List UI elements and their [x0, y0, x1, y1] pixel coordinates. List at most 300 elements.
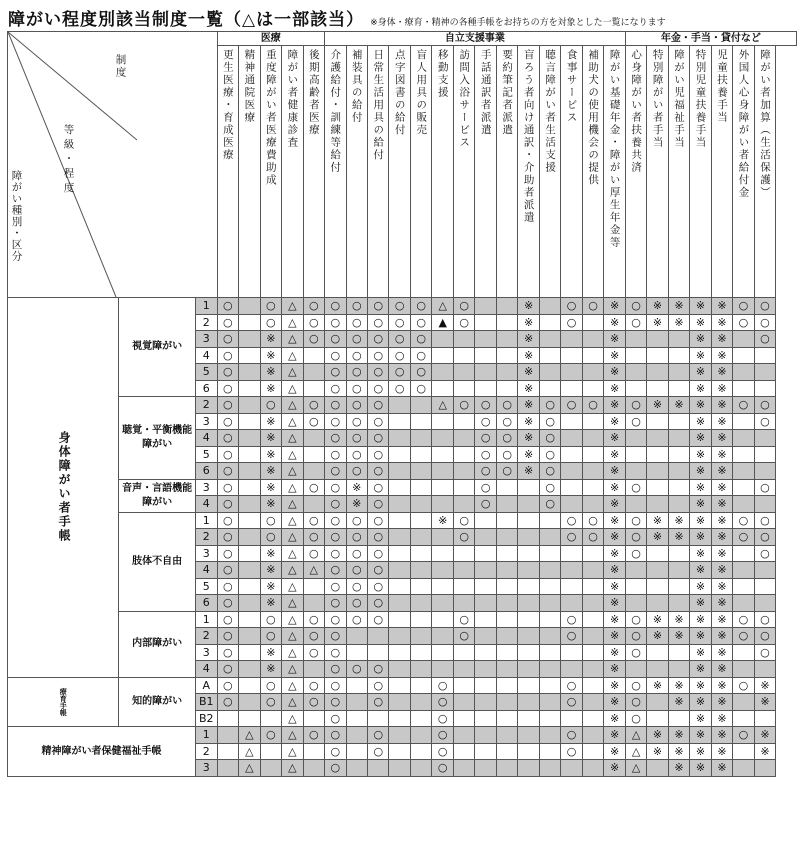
header-group-row: [8, 32, 797, 46]
grade-cell: 4: [195, 347, 217, 364]
table-cell: ※: [690, 512, 711, 529]
table-cell: [410, 529, 431, 546]
table-cell: [518, 727, 539, 744]
column-header-label: 精神通院医療: [243, 49, 256, 124]
table-cell: [582, 364, 603, 381]
grade-cell: 2: [195, 743, 217, 760]
table-cell: ※: [668, 628, 689, 645]
table-cell: [647, 545, 668, 562]
table-cell: [432, 562, 453, 579]
table-cell: ○: [325, 545, 346, 562]
table-cell: [539, 380, 560, 397]
table-cell: ○: [217, 628, 238, 645]
table-cell: [432, 661, 453, 678]
column-header-label: 障がい者健康診査: [286, 49, 299, 149]
table-cell: ○: [561, 298, 582, 315]
table-cell: ○: [453, 298, 474, 315]
column-header: [282, 46, 303, 298]
table-cell: ※: [346, 479, 367, 496]
table-cell: [432, 479, 453, 496]
table-cell: [496, 611, 517, 628]
table-cell: ○: [625, 611, 646, 628]
table-cell: ○: [410, 298, 431, 315]
table-cell: ※: [711, 611, 732, 628]
table-cell: [668, 545, 689, 562]
table-cell: [668, 463, 689, 480]
table-cell: ※: [690, 595, 711, 612]
table-cell: ○: [754, 413, 775, 430]
table-cell: [453, 644, 474, 661]
table-cell: [733, 562, 754, 579]
table-cell: ※: [518, 364, 539, 381]
table-cell: ※: [260, 380, 281, 397]
table-cell: [239, 611, 260, 628]
table-cell: [518, 545, 539, 562]
table-cell: ○: [625, 314, 646, 331]
grade-cell: 3: [195, 545, 217, 562]
table-cell: [582, 446, 603, 463]
table-cell: △: [303, 562, 324, 579]
column-header: [496, 46, 517, 298]
table-cell: ※: [711, 743, 732, 760]
table-cell: ○: [733, 298, 754, 315]
table-cell: ○: [368, 397, 389, 414]
table-cell: [432, 496, 453, 513]
table-cell: ○: [561, 727, 582, 744]
table-cell: [239, 628, 260, 645]
table-cell: ○: [325, 760, 346, 777]
table-cell: [733, 661, 754, 678]
table-cell: △: [282, 347, 303, 364]
table-cell: [625, 661, 646, 678]
table-cell: ○: [496, 397, 517, 414]
table-cell: [733, 413, 754, 430]
table-cell: ○: [432, 760, 453, 777]
table-cell: ○: [625, 694, 646, 711]
table-cell: ○: [260, 298, 281, 315]
table-cell: [539, 347, 560, 364]
table-cell: [647, 661, 668, 678]
table-cell: ※: [690, 364, 711, 381]
table-cell: [733, 595, 754, 612]
group-header: 年金・手当・貸付など: [625, 32, 796, 46]
table-cell: ※: [604, 562, 625, 579]
table-cell: ○: [368, 611, 389, 628]
table-cell: ○: [217, 397, 238, 414]
table-cell: [303, 380, 324, 397]
table-cell: ○: [368, 595, 389, 612]
table-cell: ○: [754, 314, 775, 331]
grade-cell: 3: [195, 760, 217, 777]
table-cell: [518, 628, 539, 645]
table-cell: [453, 364, 474, 381]
table-cell: [754, 364, 775, 381]
table-cell: [582, 463, 603, 480]
table-cell: ○: [733, 397, 754, 414]
column-header-label: 盲人用具の販売: [415, 49, 428, 137]
column-header: [625, 46, 646, 298]
table-cell: [625, 331, 646, 348]
table-cell: [582, 628, 603, 645]
table-cell: ※: [604, 380, 625, 397]
table-cell: [733, 479, 754, 496]
table-cell: [453, 380, 474, 397]
category-ryoiku: [8, 677, 119, 727]
table-cell: [432, 578, 453, 595]
table-cell: ※: [604, 644, 625, 661]
table-cell: ○: [432, 710, 453, 727]
table-cell: [496, 545, 517, 562]
table-cell: ※: [260, 595, 281, 612]
table-cell: [625, 595, 646, 612]
table-cell: ○: [625, 710, 646, 727]
table-cell: ○: [561, 512, 582, 529]
table-cell: [733, 331, 754, 348]
table-cell: [561, 595, 582, 612]
table-cell: ○: [539, 463, 560, 480]
table-cell: ○: [453, 529, 474, 546]
table-cell: [453, 496, 474, 513]
table-cell: ※: [604, 595, 625, 612]
table-cell: [496, 479, 517, 496]
table-cell: ※: [711, 347, 732, 364]
table-cell: ※: [711, 545, 732, 562]
table-cell: [539, 661, 560, 678]
column-header-label: 補助犬の使用機会の提供: [587, 49, 600, 187]
table-cell: [432, 628, 453, 645]
table-cell: △: [282, 661, 303, 678]
table-cell: [475, 661, 496, 678]
table-cell: ○: [325, 727, 346, 744]
table-cell: △: [625, 727, 646, 744]
table-cell: ○: [303, 529, 324, 546]
column-header-label: 児童扶養手当: [716, 49, 729, 124]
table-cell: △: [282, 644, 303, 661]
table-cell: [239, 578, 260, 595]
table-cell: ○: [389, 380, 410, 397]
table-cell: ※: [690, 413, 711, 430]
table-cell: [410, 628, 431, 645]
grade-cell: 4: [195, 562, 217, 579]
table-cell: [410, 545, 431, 562]
table-cell: ○: [368, 364, 389, 381]
table-cell: ○: [260, 628, 281, 645]
table-cell: [733, 430, 754, 447]
table-cell: [518, 677, 539, 694]
table-cell: [389, 628, 410, 645]
table-cell: [754, 760, 775, 777]
table-cell: [754, 446, 775, 463]
table-cell: ※: [668, 298, 689, 315]
table-cell: △: [282, 512, 303, 529]
column-header-label: 心身障がい者扶養共済: [630, 49, 643, 174]
table-cell: [668, 710, 689, 727]
table-cell: [475, 347, 496, 364]
table-cell: ※: [647, 298, 668, 315]
table-cell: [539, 529, 560, 546]
table-cell: ○: [561, 314, 582, 331]
table-cell: [647, 413, 668, 430]
table-cell: [453, 710, 474, 727]
table-cell: ○: [625, 545, 646, 562]
table-cell: ○: [625, 677, 646, 694]
table-cell: ※: [690, 628, 711, 645]
table-cell: ○: [260, 397, 281, 414]
column-header-label: 障がい基礎年金・障がい厚生年金等: [608, 49, 621, 249]
table-cell: △: [625, 760, 646, 777]
page-title-block: [8, 5, 666, 29]
table-cell: ※: [260, 545, 281, 562]
table-cell: [432, 347, 453, 364]
table-cell: ○: [346, 446, 367, 463]
table-cell: ○: [325, 694, 346, 711]
table-cell: ○: [325, 364, 346, 381]
table-cell: ○: [389, 347, 410, 364]
table-cell: △: [282, 694, 303, 711]
table-cell: ○: [346, 397, 367, 414]
grade-cell: 2: [195, 529, 217, 546]
table-cell: [389, 661, 410, 678]
table-cell: [647, 446, 668, 463]
column-header: [647, 46, 668, 298]
table-cell: [303, 496, 324, 513]
table-cell: [432, 430, 453, 447]
column-header-label: 日常生活用具の給付: [372, 49, 385, 162]
table-cell: [303, 710, 324, 727]
table-cell: [453, 446, 474, 463]
table-cell: [389, 413, 410, 430]
table-cell: [453, 463, 474, 480]
column-header: [604, 46, 625, 298]
table-cell: [582, 578, 603, 595]
table-cell: △: [282, 380, 303, 397]
table-cell: [668, 331, 689, 348]
table-cell: ○: [217, 331, 238, 348]
table-cell: [453, 479, 474, 496]
table-cell: [453, 430, 474, 447]
table-cell: [496, 694, 517, 711]
table-cell: ○: [325, 529, 346, 546]
table-cell: [561, 463, 582, 480]
table-cell: ○: [475, 479, 496, 496]
table-cell: [453, 562, 474, 579]
table-cell: ○: [368, 496, 389, 513]
table-cell: [389, 743, 410, 760]
table-cell: [668, 413, 689, 430]
table-cell: ○: [217, 413, 238, 430]
table-cell: [539, 694, 560, 711]
table-cell: ※: [604, 727, 625, 744]
table-cell: [561, 364, 582, 381]
table-cell: [432, 331, 453, 348]
table-cell: ※: [260, 446, 281, 463]
table-cell: ※: [518, 463, 539, 480]
table-cell: [453, 677, 474, 694]
table-cell: △: [282, 397, 303, 414]
table-cell: ○: [475, 463, 496, 480]
table-cell: [389, 710, 410, 727]
table-cell: ○: [625, 479, 646, 496]
table-cell: [625, 430, 646, 447]
table-cell: ○: [346, 512, 367, 529]
table-cell: ○: [303, 677, 324, 694]
table-cell: [582, 661, 603, 678]
table-cell: [496, 628, 517, 645]
table-cell: [647, 463, 668, 480]
table-cell: △: [282, 331, 303, 348]
table-cell: ※: [690, 578, 711, 595]
table-cell: ○: [539, 496, 560, 513]
table-row: [8, 397, 797, 414]
table-cell: ※: [668, 694, 689, 711]
column-header-label: 特別障がい者手当: [651, 49, 664, 149]
table-cell: ※: [690, 298, 711, 315]
table-cell: [496, 496, 517, 513]
table-cell: [539, 628, 560, 645]
table-cell: ○: [325, 430, 346, 447]
table-cell: ○: [325, 677, 346, 694]
table-cell: ○: [217, 496, 238, 513]
table-cell: [754, 347, 775, 364]
table-cell: ○: [346, 331, 367, 348]
table-cell: [496, 529, 517, 546]
table-cell: ○: [754, 611, 775, 628]
table-cell: [410, 578, 431, 595]
table-cell: ※: [260, 347, 281, 364]
table-cell: ○: [217, 595, 238, 612]
table-cell: [410, 463, 431, 480]
table-cell: [668, 595, 689, 612]
grade-cell: 1: [195, 727, 217, 744]
table-cell: ○: [217, 694, 238, 711]
table-cell: [733, 694, 754, 711]
table-cell: ※: [711, 512, 732, 529]
column-header-label: 手話通訳者派遣: [479, 49, 492, 137]
column-header: [475, 46, 496, 298]
table-cell: [733, 743, 754, 760]
table-cell: ※: [604, 578, 625, 595]
table-cell: [239, 661, 260, 678]
table-row: [8, 512, 797, 529]
table-cell: [303, 364, 324, 381]
grade-cell: 1: [195, 611, 217, 628]
section-label: 視覚障がい: [119, 298, 196, 397]
table-cell: ○: [325, 463, 346, 480]
column-header-label: 盲ろう者向け通訳・介助者派遣: [522, 49, 535, 224]
table-cell: ※: [754, 727, 775, 744]
table-cell: ○: [625, 397, 646, 414]
table-cell: [561, 380, 582, 397]
table-cell: ○: [754, 512, 775, 529]
table-cell: [410, 446, 431, 463]
table-cell: [754, 380, 775, 397]
table-cell: [539, 743, 560, 760]
table-cell: ○: [368, 430, 389, 447]
table-cell: ○: [561, 397, 582, 414]
table-cell: [475, 512, 496, 529]
grade-cell: B1: [195, 694, 217, 711]
table-cell: ○: [325, 611, 346, 628]
table-cell: ○: [496, 463, 517, 480]
table-cell: [582, 479, 603, 496]
table-cell: ○: [754, 397, 775, 414]
table-cell: △: [282, 727, 303, 744]
table-cell: ○: [561, 611, 582, 628]
table-cell: ※: [604, 743, 625, 760]
table-cell: ○: [303, 397, 324, 414]
table-cell: [217, 727, 238, 744]
table-cell: [432, 364, 453, 381]
table-cell: [410, 595, 431, 612]
table-cell: [668, 479, 689, 496]
table-cell: [518, 661, 539, 678]
section-label: 音声・言語機能障がい: [119, 479, 196, 512]
table-cell: △: [282, 628, 303, 645]
table-cell: [582, 545, 603, 562]
table-cell: [432, 463, 453, 480]
table-cell: [539, 611, 560, 628]
page-title: 障がい程度別該当制度一覧（△は一部該当）: [8, 10, 365, 30]
table-cell: [561, 562, 582, 579]
table-cell: △: [282, 578, 303, 595]
table-cell: [496, 380, 517, 397]
table-cell: ○: [389, 331, 410, 348]
table-cell: ※: [518, 446, 539, 463]
column-header-label: 訪問入浴サービス: [458, 49, 471, 149]
table-cell: [733, 364, 754, 381]
table-cell: [561, 710, 582, 727]
table-cell: ○: [346, 562, 367, 579]
table-cell: [561, 661, 582, 678]
grade-cell: 4: [195, 661, 217, 678]
table-cell: [389, 578, 410, 595]
table-cell: ○: [217, 430, 238, 447]
table-cell: [389, 611, 410, 628]
table-cell: [582, 760, 603, 777]
grade-cell: 6: [195, 380, 217, 397]
table-cell: ○: [325, 595, 346, 612]
table-cell: ※: [604, 446, 625, 463]
table-cell: ○: [303, 314, 324, 331]
table-cell: [625, 562, 646, 579]
table-cell: ○: [260, 677, 281, 694]
table-cell: [496, 347, 517, 364]
table-cell: ○: [561, 694, 582, 711]
table-cell: ※: [260, 413, 281, 430]
table-cell: ※: [518, 314, 539, 331]
table-cell: ※: [690, 446, 711, 463]
table-cell: ※: [604, 397, 625, 414]
table-cell: ※: [668, 611, 689, 628]
column-header: [582, 46, 603, 298]
table-cell: ※: [690, 314, 711, 331]
table-cell: [625, 463, 646, 480]
table-cell: ※: [690, 331, 711, 348]
table-cell: ○: [325, 512, 346, 529]
table-cell: [647, 595, 668, 612]
table-cell: ※: [260, 661, 281, 678]
table-cell: [410, 562, 431, 579]
table-cell: ○: [539, 446, 560, 463]
column-header: [561, 46, 582, 298]
column-header: [325, 46, 346, 298]
table-cell: [647, 380, 668, 397]
column-header: [453, 46, 474, 298]
table-cell: [410, 644, 431, 661]
table-cell: ※: [518, 380, 539, 397]
table-cell: ※: [690, 347, 711, 364]
table-cell: ○: [325, 661, 346, 678]
